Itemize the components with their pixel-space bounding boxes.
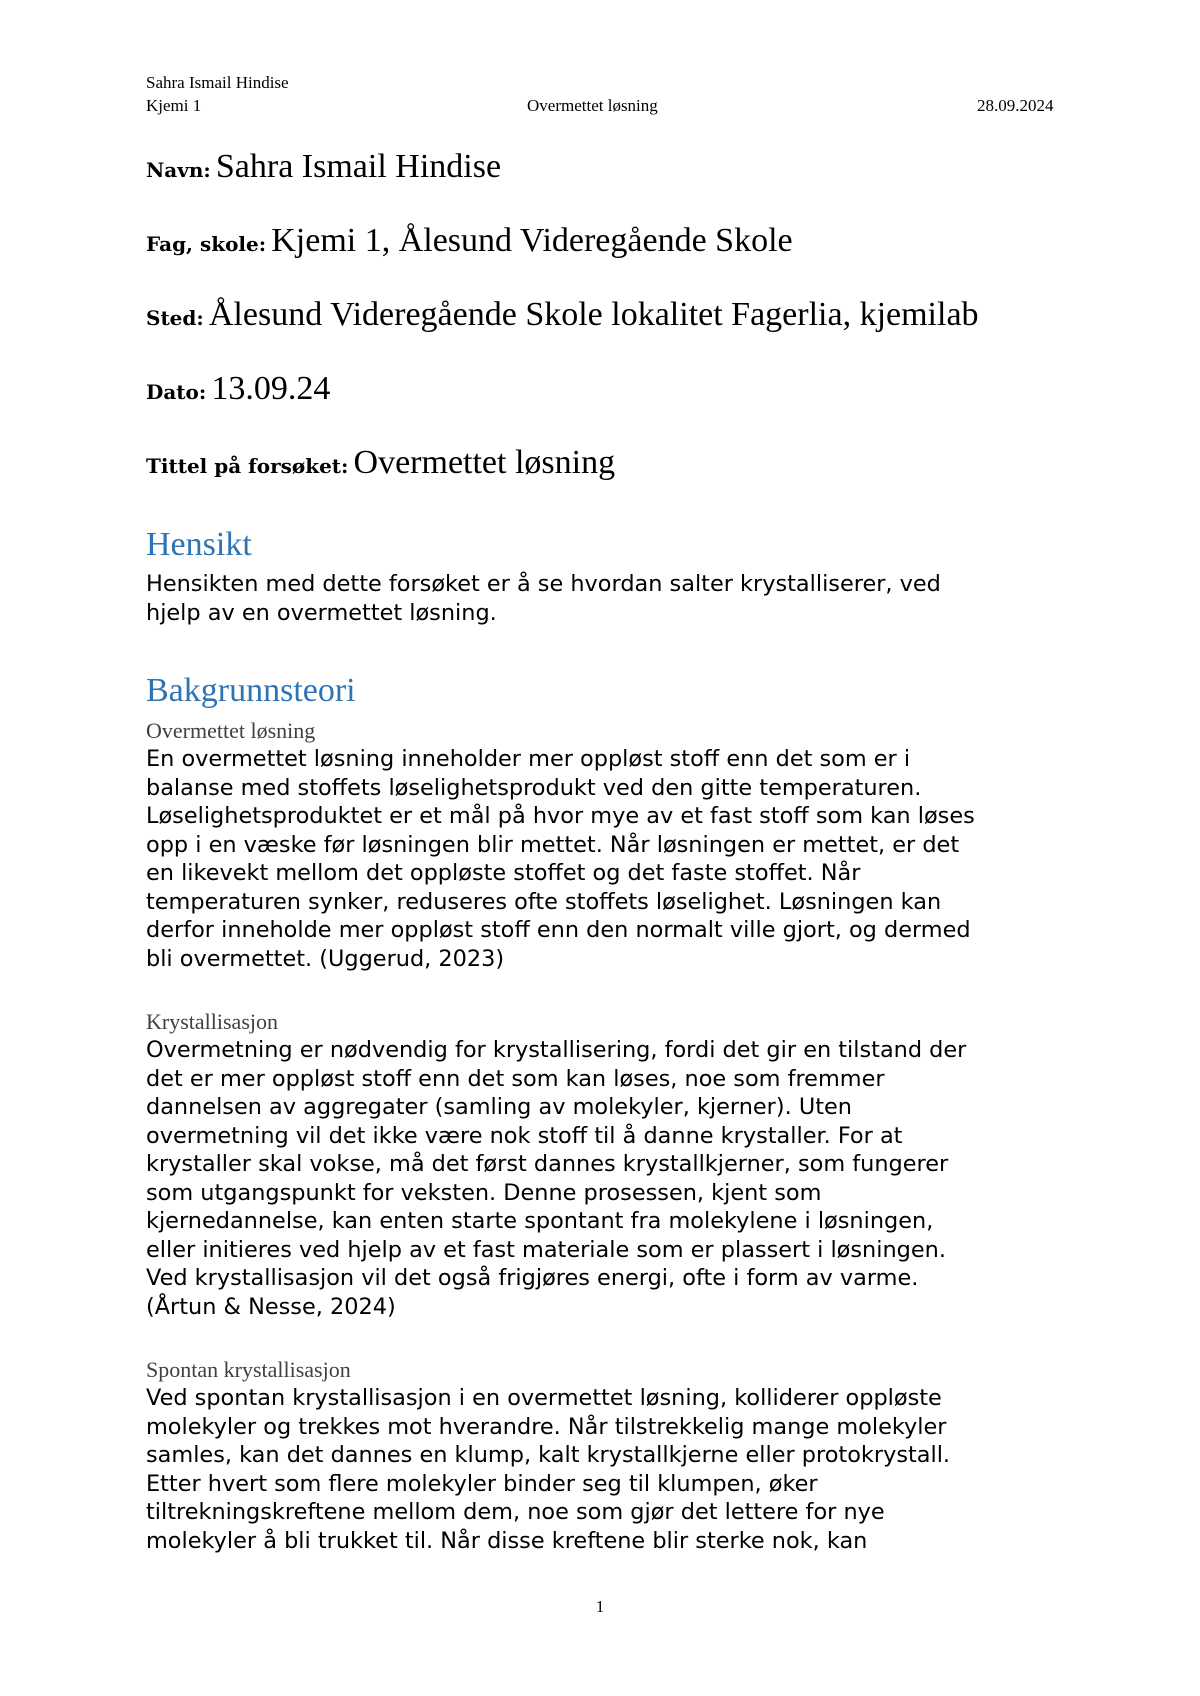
text-line: Etter hvert som flere molekyler binder seg til klumpen, øker (146, 1470, 818, 1497)
field-experiment-title-value: Overmettet løsning (353, 444, 616, 481)
text-line: eller initieres ved hjelp av et fast materiale som er plassert i løsningen. (146, 1236, 946, 1263)
text-line: (Årtun & Nesse, 2024) (146, 1293, 396, 1320)
field-subject-school-value: Kjemi 1, Ålesund Videregående Skole (271, 222, 793, 259)
field-location-label: Sted: (146, 306, 204, 330)
text-line: Løselighetsproduktet er et mål på hvor mye av et fast stoff som kan løses (146, 803, 975, 829)
text-line: balanse med stoffets løselighetsprodukt ved den gitte temperaturen. (146, 774, 922, 801)
text-line: kjernedannelse, kan enten starte spontant fra molekylene i løsningen, (146, 1208, 934, 1234)
page-number: 1 (595, 1597, 605, 1616)
text-line: samles, kan det dannes en klump, kalt krystallkjerne eller protokrystall. (146, 1442, 951, 1468)
header-author: Sahra Ismail Hindise (146, 73, 289, 92)
paragraph-overmettet-losning (146, 745, 1066, 973)
field-subject-school-label: Fag, skole: (146, 232, 267, 256)
field-location (146, 296, 979, 334)
field-name-label: Navn: (146, 158, 211, 182)
text-line: tiltrekningskreftene mellom dem, noe som gjør det lettere for nye (146, 1499, 885, 1525)
text-line: derfor inneholde mer oppløst stoff enn den normalt ville gjort, og dermed (146, 917, 971, 943)
text-line: en likevekt mellom det oppløste stoffet og det faste stoffet. Når (146, 860, 861, 886)
paragraph-spontan-krystallisasjon (146, 1384, 1066, 1555)
header-date: 28.09.2024 (977, 96, 1054, 115)
text-line: Ved krystallisasjon vil det også frigjøres energi, ofte i form av varme. (146, 1265, 919, 1291)
text-line: En overmettet løsning inneholder mer oppløst stoff enn det som er i (146, 746, 911, 772)
text-line: dannelsen av aggregater (samling av molekyler, kjerner). Uten (146, 1094, 852, 1120)
field-name-value: Sahra Ismail Hindise (215, 148, 502, 185)
paragraph-krystallisasjon (146, 1036, 1066, 1321)
header-title: Overmettet løsning (527, 96, 658, 115)
field-experiment-title-label: Tittel på forsøket: (146, 454, 349, 478)
text-line: temperaturen synker, reduseres ofte stoffets løselighet. Løsningen kan (146, 888, 942, 915)
field-date (146, 370, 330, 408)
text-line: som utgangspunkt for veksten. Denne prosessen, kjent som (146, 1179, 822, 1206)
heading-bakgrunnsteori: Bakgrunnsteori (146, 672, 356, 709)
text-line: molekyler å bli trukket til. Når disse kreftene blir sterke nok, kan (146, 1527, 868, 1554)
text-line: hjelp av en overmettet løsning. (146, 599, 497, 626)
field-date-label: Dato: (146, 380, 207, 404)
subheading-krystallisasjon: Krystallisasjon (146, 1009, 278, 1034)
text-line: overmetning vil det ikke være nok stoff til å danne krystaller. For at (146, 1122, 903, 1149)
field-name (146, 148, 501, 186)
subheading-overmettet-losning: Overmettet løsning (146, 718, 316, 743)
field-location-value: Ålesund Videregående Skole lokalitet Fagerlia, kjemilab (208, 296, 979, 333)
text-line: opp i en væske før løsningen blir mettet. Når løsningen er mettet, er det (146, 831, 960, 858)
field-date-value: 13.09.24 (211, 370, 331, 407)
heading-hensikt: Hensikt (146, 526, 252, 563)
text-line: bli overmettet. (Uggerud, 2023) (146, 945, 505, 972)
text-line: Overmetning er nødvendig for krystallisering, fordi det gir en tilstand der (146, 1037, 967, 1063)
text-line: det er mer oppløst stoff enn det som kan løses, noe som fremmer (146, 1065, 885, 1092)
subheading-spontan-krystallisasjon: Spontan krystallisasjon (146, 1357, 351, 1382)
field-subject-school (146, 222, 793, 260)
paragraph-hensikt (146, 570, 1066, 627)
text-line: molekyler og trekkes mot hverandre. Når tilstrekkelig mange molekyler (146, 1413, 947, 1440)
header-course: Kjemi 1 (146, 96, 202, 115)
field-experiment-title (146, 444, 615, 482)
text-line: Ved spontan krystallisasjon i en overmettet løsning, kolliderer oppløste (146, 1385, 942, 1411)
text-line: krystaller skal vokse, må det først dannes krystallkjerner, som fungerer (146, 1151, 949, 1177)
text-line: Hensikten med dette forsøket er å se hvordan salter krystalliserer, ved (146, 571, 941, 597)
